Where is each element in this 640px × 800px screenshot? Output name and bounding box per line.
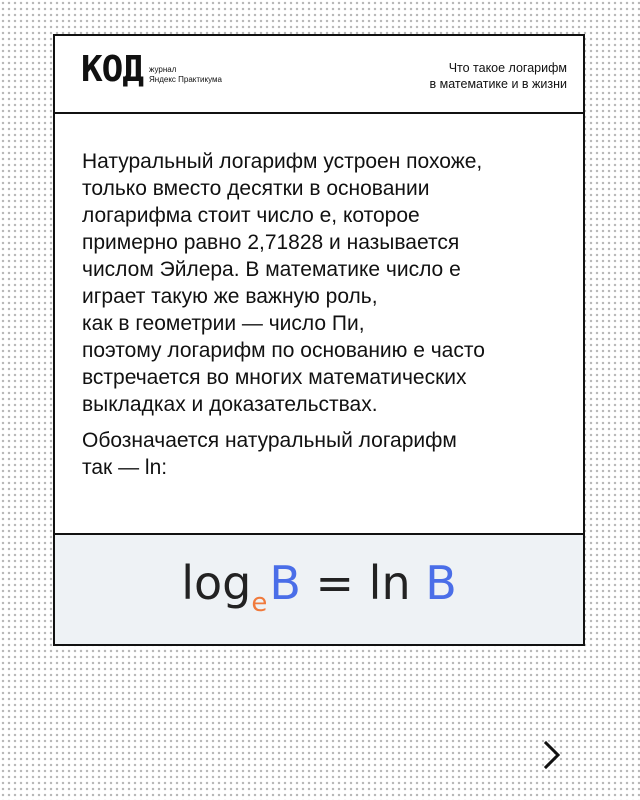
brand-logo (81, 49, 222, 90)
text-line: Обозначается натуральный логарифм (82, 429, 457, 452)
text-line: выкладках и доказательствах. (82, 393, 378, 416)
text-line: так — ln: (82, 456, 168, 479)
formula-arg-left: B (269, 556, 301, 610)
formula-equals: = (315, 556, 355, 610)
text-line: как в геометрии — число Пи, (82, 312, 365, 335)
formula-panel (55, 533, 583, 644)
article-title-line: в математике и в жизни (429, 77, 567, 91)
text-line: только вместо десятки в основании (82, 177, 430, 200)
logo-wordmark: КОД (81, 49, 144, 90)
text-line: поэтому логарифм по основанию е часто (82, 339, 485, 362)
text-line: встречается во многих математических (82, 366, 467, 389)
slide-card (53, 34, 585, 646)
formula (55, 555, 583, 619)
formula-arg-right: B (425, 556, 457, 610)
paragraph-natural-log (82, 148, 572, 418)
logo-subtitle-line: журнал (149, 65, 177, 74)
article-title-line: Что такое логарифм (448, 61, 567, 75)
formula-ln: ln (368, 556, 411, 610)
formula-base: e (251, 588, 268, 618)
card-header (55, 36, 583, 114)
text-line: логарифма стоит число е, которое (82, 204, 420, 227)
paragraph-notation (82, 427, 572, 481)
text-line: примерно равно 2,71828 и называется (82, 231, 460, 254)
formula-log: log (181, 556, 252, 610)
text-line: играет такую же важную роль, (82, 285, 378, 308)
chevron-right-icon (540, 740, 564, 770)
logo-subtitle-line: Яндекс Практикума (149, 75, 222, 84)
text-line: числом Эйлера. В математике число е (82, 258, 461, 281)
text-line: Натуральный логарифм устроен похоже, (82, 150, 483, 173)
article-title (377, 60, 567, 92)
logo-subtitle (149, 65, 222, 85)
next-slide-button[interactable] (540, 740, 564, 770)
body-text (82, 148, 572, 481)
